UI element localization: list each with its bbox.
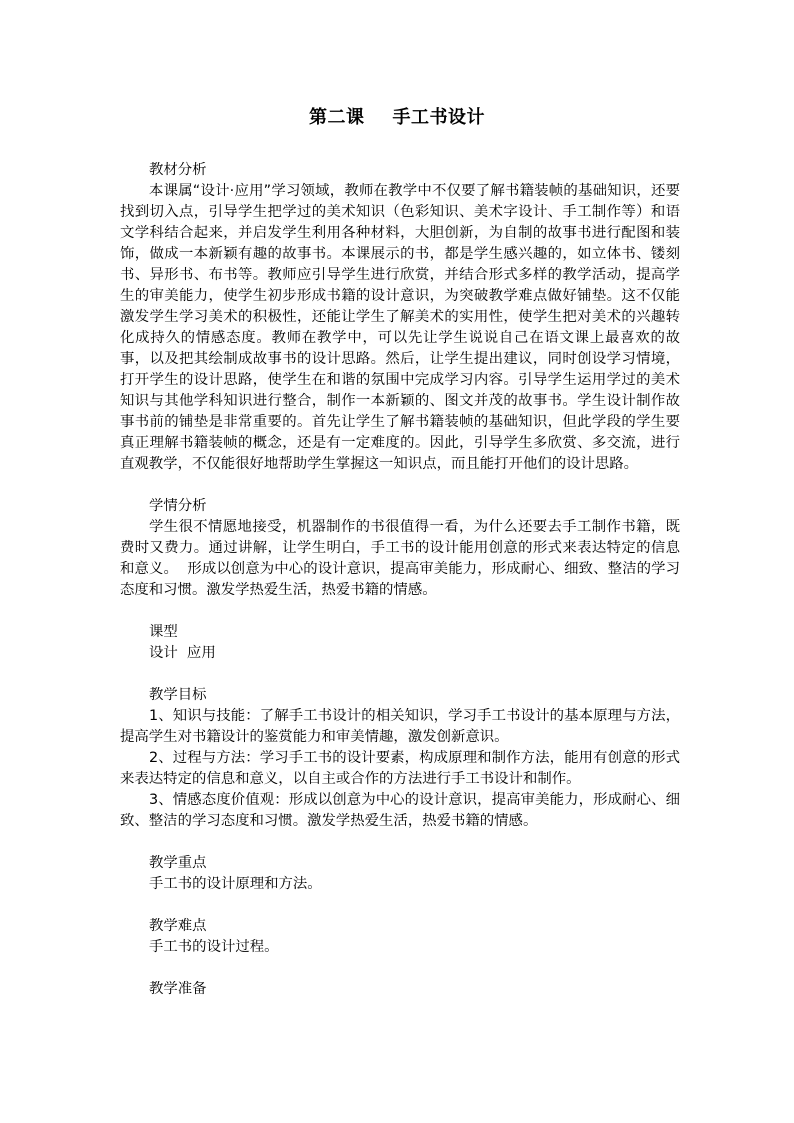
blank-line bbox=[120, 958, 680, 979]
blank-line bbox=[120, 895, 680, 916]
blank-line bbox=[120, 832, 680, 853]
section-teaching-objectives bbox=[120, 685, 680, 832]
lesson-number: 第二课 bbox=[309, 107, 365, 128]
section-heading: 学情分析 bbox=[149, 498, 207, 514]
section-paragraph: 学生很不情愿地接受，机器制作的书很值得一看，为什么还要去手工制作书籍，既费时又费力。通过讲解，让学生明白，手工书的设计能用创意的形式来表达特定的信息和意义。 形成以创意为中心的设计意识，提高审美能力，形成耐心、细致、整洁的学习态度和习惯。激发学热爱生活，热爱书籍的情感。 bbox=[120, 519, 680, 598]
section-lesson-type bbox=[120, 622, 680, 664]
section-heading: 教材分析 bbox=[149, 162, 207, 178]
section-paragraph: 本课属“设计·应用”学习领域，教师在教学中不仅要了解书籍装帧的基础知识，还要找到切入点，引导学生把学过的美术知识（色彩知识、美术字设计、手工制作等）和语文学科结合起来，并启发学生利用各种材料，大胆创新，为自制的故事书进行配图和装饰，做成一本新颖有趣的故事书。本课展示的书，都是学生感兴趣的，如立体书、镂刻书、异形书、布书等。教师应引导学生进行欣赏，并结合形式多样的教学活动，提高学生的审美能力，使学生初步形成书籍的设计意识，为突破教学难点做好铺垫。这不仅能激发学生学习美术的积极性，还能让学生了解美术的实用性，使学生把对美术的兴趣转化成持久的情感态度。教师在教学中，可以先让学生说说自己在语文课上最喜欢的故事，以及把其绘制成故事书的设计思路。然后，让学生提出建议，同时创设学习情境，打开学生的设计思路，使学生在和谐的氛围中完成学习内容。引导学生运用学过的美术知识与其他学科知识进行整合，制作一本新颖的、图文并茂的故事书。学生设计制作故事书前的铺垫是非常重要的。首先让学生了解书籍装帧的基础知识，但此学段的学生要真正理解书籍装帧的概念，还是有一定难度的。因此，引导学生多欣赏、多交流，进行直观教学，不仅能很好地帮助学生掌握这一知识点，而且能打开他们的设计思路。 bbox=[120, 183, 680, 472]
section-heading: 课型 bbox=[149, 624, 178, 640]
page-title bbox=[0, 104, 794, 132]
lesson-name: 手工书设计 bbox=[392, 107, 485, 128]
section-heading: 教学难点 bbox=[149, 918, 207, 934]
blank-line bbox=[120, 601, 680, 622]
blank-line bbox=[120, 664, 680, 685]
section-student-analysis bbox=[120, 496, 680, 601]
objective-item: 3、情感态度价值观：形成以创意为中心的设计意识，提高审美能力，形成耐心、细致、整洁的学习态度和习惯。激发学热爱生活，热爱书籍的情感。 bbox=[120, 792, 680, 829]
document-body bbox=[120, 160, 680, 1000]
section-key-points bbox=[120, 853, 680, 895]
objective-item: 2、过程与方法：学习手工书的设计要素，构成原理和制作方法，能用有创意的形式来表达特定的信息和意义，以自主或合作的方法进行手工书设计和制作。 bbox=[120, 750, 680, 787]
blank-line bbox=[120, 475, 680, 496]
section-heading: 教学准备 bbox=[149, 981, 207, 997]
section-difficulties bbox=[120, 916, 680, 958]
section-line: 设计 应用 bbox=[149, 645, 216, 661]
section-preparation bbox=[120, 979, 680, 1000]
section-line: 手工书的设计过程。 bbox=[149, 939, 279, 955]
section-heading: 教学目标 bbox=[149, 687, 207, 703]
objective-item: 1、知识与技能：了解手工书设计的相关知识，学习手工书设计的基本原理与方法，提高学生对书籍设计的鉴赏能力和审美情趣，激发创新意识。 bbox=[120, 708, 680, 745]
section-line: 手工书的设计原理和方法。 bbox=[149, 876, 322, 892]
section-heading: 教学重点 bbox=[149, 855, 207, 871]
section-material-analysis bbox=[120, 160, 680, 475]
